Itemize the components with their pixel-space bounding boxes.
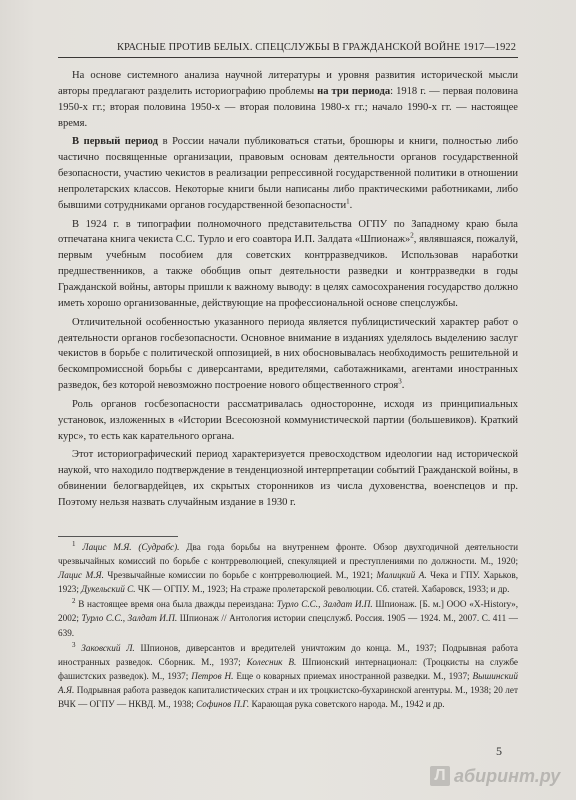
- footnote-ref-3: 3: [398, 377, 402, 386]
- running-head: КРАСНЫЕ ПРОТИВ БЕЛЫХ. СПЕЦСЛУЖБЫ В ГРАЖДАНСКОЙ ВОЙНЕ 1917—1922: [116, 42, 516, 53]
- body-text: [58, 68, 518, 514]
- footnote-1-number: 1: [72, 539, 76, 548]
- footnote-3-author-3: Петров Н.: [191, 670, 234, 681]
- paragraph-2-end: .: [349, 199, 353, 211]
- paragraph-1-text-end: : 1918 г. — первая половина 1950-х гг.; вторая половина 1950-х — вторая половина 1980-х гг.; начало 1990-х гг. — настоящее время.: [58, 85, 518, 129]
- footnote-2-text-2: Шпионаж. [Б. м.] ООО «X-History», 2002;: [58, 599, 518, 624]
- footnote-3-author-5: Софинов П.Г.: [196, 699, 250, 710]
- footnotes: [58, 540, 518, 712]
- footnote-3-author-4: Вышинский А.Я.: [58, 670, 518, 695]
- paragraph-2-text: в России начали публиковаться статьи, брошюры и книги, полностью либо частично посвященные организации, правовым основам деятельности органов государственной безопасности, участию чекистов в реализации репрессивной государственной политики в отношении непролетарских классов. Некоторые книги были написаны либо практическими работниками, либо бывшими сотрудниками органов государственной безопасности: [58, 136, 518, 211]
- paragraph-3: [58, 217, 518, 312]
- footnote-1-author-4: Дукельский С.: [81, 584, 136, 595]
- footnote-3-text-2: Шпионский интернационал: (Троцкисты на службе фашистских разведок). М., 1937;: [58, 656, 519, 681]
- footnote-2-text-3: Шпионаж // Антология истории спецслужб. Россия. 1905 — 1924. М., 2007. С. 411 — 639.: [58, 613, 518, 638]
- paragraph-2-bold: В первый период: [72, 136, 158, 148]
- page-number: 5: [496, 744, 502, 758]
- paragraph-2: [58, 134, 518, 213]
- paragraph-1: [58, 68, 518, 131]
- footnote-2-text: В настоящее время она была дважды переиздана:: [78, 599, 277, 610]
- footnote-3-text-5: Карающая рука советского народа. М., 1942 и др.: [249, 699, 445, 710]
- footnote-1-text: Два года борьбы на внутреннем фронте. Обзор двухгодичной деятельности чрезвычайных комиссий по борьбе с контрреволюцией, спекуляцией и преступлениями по должности. М., 1920;: [58, 542, 519, 567]
- paragraph-4: [58, 315, 518, 394]
- paragraph-1-text: На основе системного анализа научной литературы и уровня развития исторической мысли авторы предлагают разделить историографию проблемы: [58, 70, 518, 97]
- labirint-watermark: [430, 764, 560, 788]
- paragraph-3-text-end: , являвшаяся, пожалуй, первым учебным пособием для советских контрразведчиков. Использовав наработки предшественников, а также обобщив опыт деятельности разведки и контрразведки в годы Гражданской войны, авторы пришли к важному выводу: в целях самосохранения государство должно иметь хорошо организованные, действующие на профессиональной основе спецслужбы.: [58, 234, 518, 309]
- paragraph-3-text: В 1924 г. в типографии полномочного представительства ОГПУ по Западному краю была отпечатана книга чекиста С.С. Турло и его соавтора И.П. Залдата «Шпионаж»: [58, 218, 518, 246]
- footnote-ref-1: 1: [346, 197, 350, 206]
- footnote-1-author: Лацис М.Я. (Судрабс).: [82, 542, 180, 552]
- paragraph-5: Роль органов госбезопасности рассматривалась односторонне, исходя из принципиальных установок, изложенных в «Истории Всесоюзной коммунистической партии (большевиков). Краткий курс», то есть как карательного органа.: [58, 398, 518, 442]
- paragraph-6: Этот историографический период характеризуется превосходством идеологии над исторической наукой, что находило подтверждение в тенденциозной интерпретации событий Гражданской войны, в обвинении белогвардейцев, их скрытых сторонников из числа духовенства, военспецов и пр. Поэтому нельзя назвать случайным издание в 1930 г.: [58, 449, 518, 508]
- footnote-2: [58, 597, 518, 639]
- paragraph-4-end: .: [401, 380, 405, 392]
- footnote-1-author-2: Лацис М.Я.: [58, 570, 104, 581]
- paragraph-4-text: Отличительной особенностью указанного периода является публицистический характер работ о деятельности органов госбезопасности. Основное внимание в изданиях уделялось выделению заслуг чекистов в борьбе с политической оппозицией, в них обосновывалась необходимость решительной и бескомпромиссной борьбы с диверсантами, вредителями, саботажниками, агентами иностранных разведок, без которой невозможно построение нового общественного строя: [58, 316, 518, 392]
- footnote-3-text-4: Подрывная работа разведок капиталистических стран и их троцкистско-бухаринской агентуры. М., 1938; 20 лет ВЧК — ОГПУ — НКВД. М., 1938;: [58, 684, 518, 710]
- footnote-ref-2: 2: [410, 231, 414, 240]
- footnote-1-text-3: Чека и ГПУ. Харьков, 1923;: [58, 570, 518, 595]
- footnote-1-text-4: ЧК — ОГПУ. М., 1923; На страже пролетарской революции. Сб. статей. Хабаровск, 1933; и др.: [135, 584, 510, 595]
- labirint-logo-icon: Л: [430, 766, 450, 786]
- footnote-3: [58, 641, 518, 711]
- footnote-1-text-2: Чрезвычайные комиссии по борьбе с контрреволюцией. М., 1921;: [103, 570, 377, 581]
- footnote-3-text: Шпионов, диверсантов и вредителей уничтожим до конца. М., 1937; Подрывная работа иностранных разведок. Сборник. М., 1937;: [58, 642, 518, 667]
- footnote-2-author: Турло С.С., Залдат И.П.: [276, 599, 373, 610]
- header-rule: [58, 57, 518, 58]
- footnote-1: [58, 540, 518, 596]
- footnote-1-author-3: Малицкий А.: [376, 570, 427, 581]
- footnote-2-author-2: Турло С.С., Залдат И.П.: [81, 613, 178, 624]
- footnote-3-author: Заковский Л.: [81, 642, 135, 653]
- footnote-2-number: 2: [72, 597, 76, 606]
- footnote-3-author-2: Колесник В.: [246, 656, 297, 667]
- paragraph-1-bold: на три периода: [317, 85, 391, 97]
- footnote-rule: [58, 536, 178, 537]
- footnote-3-number: 3: [72, 640, 76, 649]
- watermark-text: абиринт.ру: [454, 765, 561, 786]
- footnote-3-text-3: Еще о коварных приемах иностранной разведки. М., 1937;: [233, 670, 473, 681]
